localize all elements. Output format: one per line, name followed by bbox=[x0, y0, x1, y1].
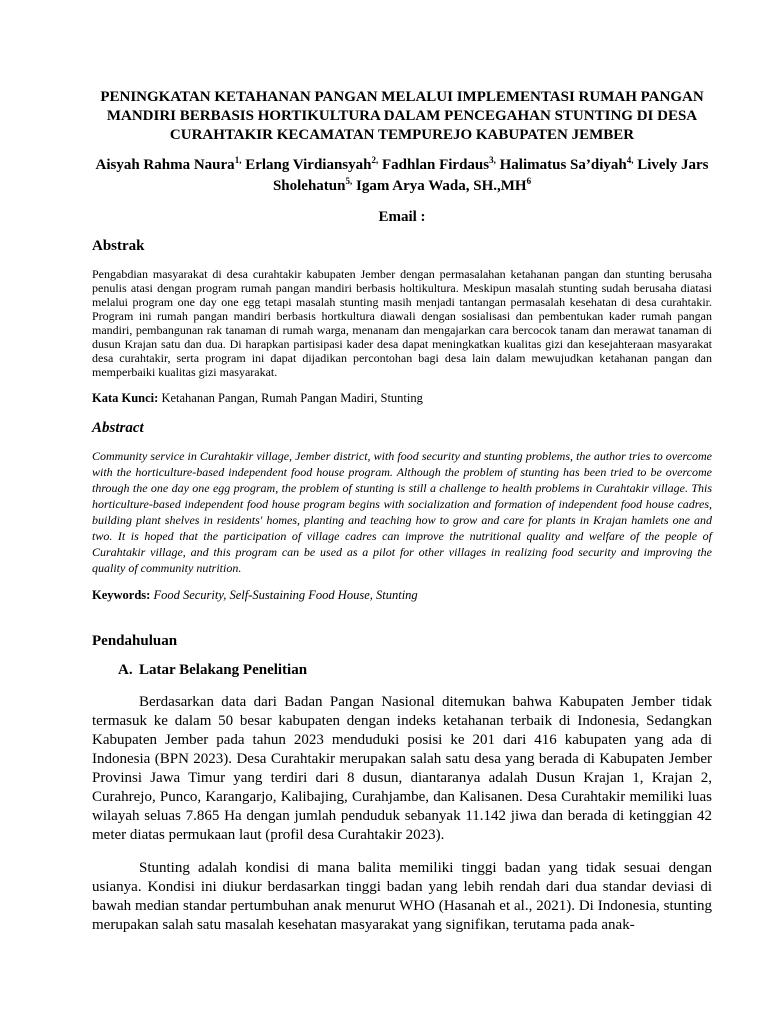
author-affiliation: 6 bbox=[526, 176, 532, 186]
author-name: Fadhlan Firdaus bbox=[381, 157, 490, 173]
author-list bbox=[92, 155, 712, 197]
paper-title: PENINGKATAN KETAHANAN PANGAN MELALUI IMPLEMENTASI RUMAH PANGAN MANDIRI BERBASIS HORTIKULTURA DALAM PENCEGAHAN STUNTING DI DESA CURAHTAKIR KECAMATAN TEMPUREJO KABUPATEN JEMBER bbox=[100, 89, 704, 143]
author-affiliation: 2, bbox=[371, 155, 379, 165]
body-paragraph: Stunting adalah kondisi di mana balita memiliki tinggi badan yang tidak sesuai dengan usianya. Kondisi ini diukur berdasarkan tinggi badan yang lebih rendah dari dua standar deviasi di bawah median standar pertumbuhan anak menurut WHO (Hasanah et al., 2021). Di Indonesia, stunting merupakan salah satu masalah kesehatan masyarakat yang signifikan, terutama pada anak- bbox=[92, 860, 712, 933]
keywords bbox=[92, 588, 712, 603]
author-name: Halimatus Sa’diyah bbox=[499, 157, 627, 173]
kata-kunci-value: Ketahanan Pangan, Rumah Pangan Madiri, Stunting bbox=[161, 391, 423, 405]
author-affiliation: 5, bbox=[345, 176, 353, 186]
author-affiliation: 1, bbox=[234, 155, 242, 165]
abstract-heading: Abstract bbox=[92, 420, 144, 436]
kata-kunci-label: Kata Kunci: bbox=[92, 391, 159, 405]
abstrak-text: Pengabdian masyarakat di desa curahtakir kabupaten Jember dengan permasalahan ketahanan pangan dan stunting berusaha penulis atasi dengan program rumah pangan mandiri berbasis holtikultura. Meskipun masalah stunting sudah berusaha diatasi melalui program one day one egg tetapi masalah stunting masih menjadi tantangan permasalah kesehatan di desa curahtakir. Program ini rumah pangan mandiri berbasis hortkultura diawali dengan sosialisasi dan pembentukan kader rumah pangan mandiri, pembangunan rak tanaman di rumah warga, menanam dan mengajarkan cara bercocok tanam dan merawat tanaman di dusun Krajan satu dan dua. Di harapkan partisipasi kader desa dapat meningkatkan kualitas gizi dan kesejahteraan masyarakat desa curahtakir, serta program ini dapat dijadikan percontohan bagi desa lain dalam mewujudkan ketahanan pangan dan memperbaiki kualitas gizi masyarakat. bbox=[92, 267, 712, 379]
author-name: Igam Arya Wada, SH.,MH bbox=[355, 178, 527, 194]
author-affiliation: 4, bbox=[626, 155, 634, 165]
abstrak-heading: Abstrak bbox=[92, 238, 145, 254]
author-name: Lively Jars Sholehatun bbox=[272, 157, 709, 194]
email-label: Email : bbox=[378, 209, 426, 225]
subsection-heading bbox=[118, 662, 712, 679]
keywords-label: Keywords: bbox=[92, 588, 151, 602]
author-affiliation: 3, bbox=[489, 155, 496, 165]
subsection-title: Latar Belakang Penelitian bbox=[139, 662, 308, 678]
section-heading: Pendahuluan bbox=[92, 633, 178, 649]
body-paragraph: Berdasarkan data dari Badan Pangan Nasional ditemukan bahwa Kabupaten Jember tidak termasuk ke dalam 50 besar kabupaten dengan indeks ketahanan terbaik di Indonesia, Sedangkan Kabupaten Jember pada tahun 2023 menduduki posisi ke 201 dari 416 kabupaten yang ada di Indonesia (BPN 2023). Desa Curahtakir merupakan salah satu desa yang berada di Kabupaten Jember Provinsi Jawa Timur yang terdiri dari 8 dusun, diantaranya adalah Dusun Krajan 1, Krajan 2, Curahrejo, Punco, Karangarjo, Kalibajing, Curahjambe, dan Kalisanen. Desa Curahtakir memiliki luas wilayah seluas 7.865 Ha dengan jumlah penduduk sebanyak 11.142 jiwa dan berada di ketinggian 42 meter diatas permukaan laut (profil desa Curahtakir 2023). bbox=[92, 694, 712, 843]
author-name: Aisyah Rahma Naura bbox=[95, 157, 235, 173]
author-name: Erlang Virdiansyah bbox=[245, 157, 372, 173]
subsection-number: A. bbox=[118, 662, 133, 678]
abstract-text: Community service in Curahtakir village, Jember district, with food security and stunting problems, the author tries to overcome with the horticulture-based independent food house program. Although the problem of stunting has been tried to be overcome through the one day one egg program, the problem of stunting is still a challenge to health problems in Curahtakir village. This horticulture-based independent food house program begins with socialization and formation of independent food house cadres, building plant shelves in residents' homes, planting and teaching how to grow and care for plants in Krajan hamlets one and two. It is hoped that the participation of village cadres can improve the nutritional quality and welfare of the people of Curahtakir village, and this program can be used as a pilot for other villages in realizing food security and improving the quality of community nutrition. bbox=[92, 449, 712, 575]
keywords-value: Food Security, Self-Sustaining Food House, Stunting bbox=[153, 588, 418, 602]
kata-kunci bbox=[92, 391, 712, 406]
